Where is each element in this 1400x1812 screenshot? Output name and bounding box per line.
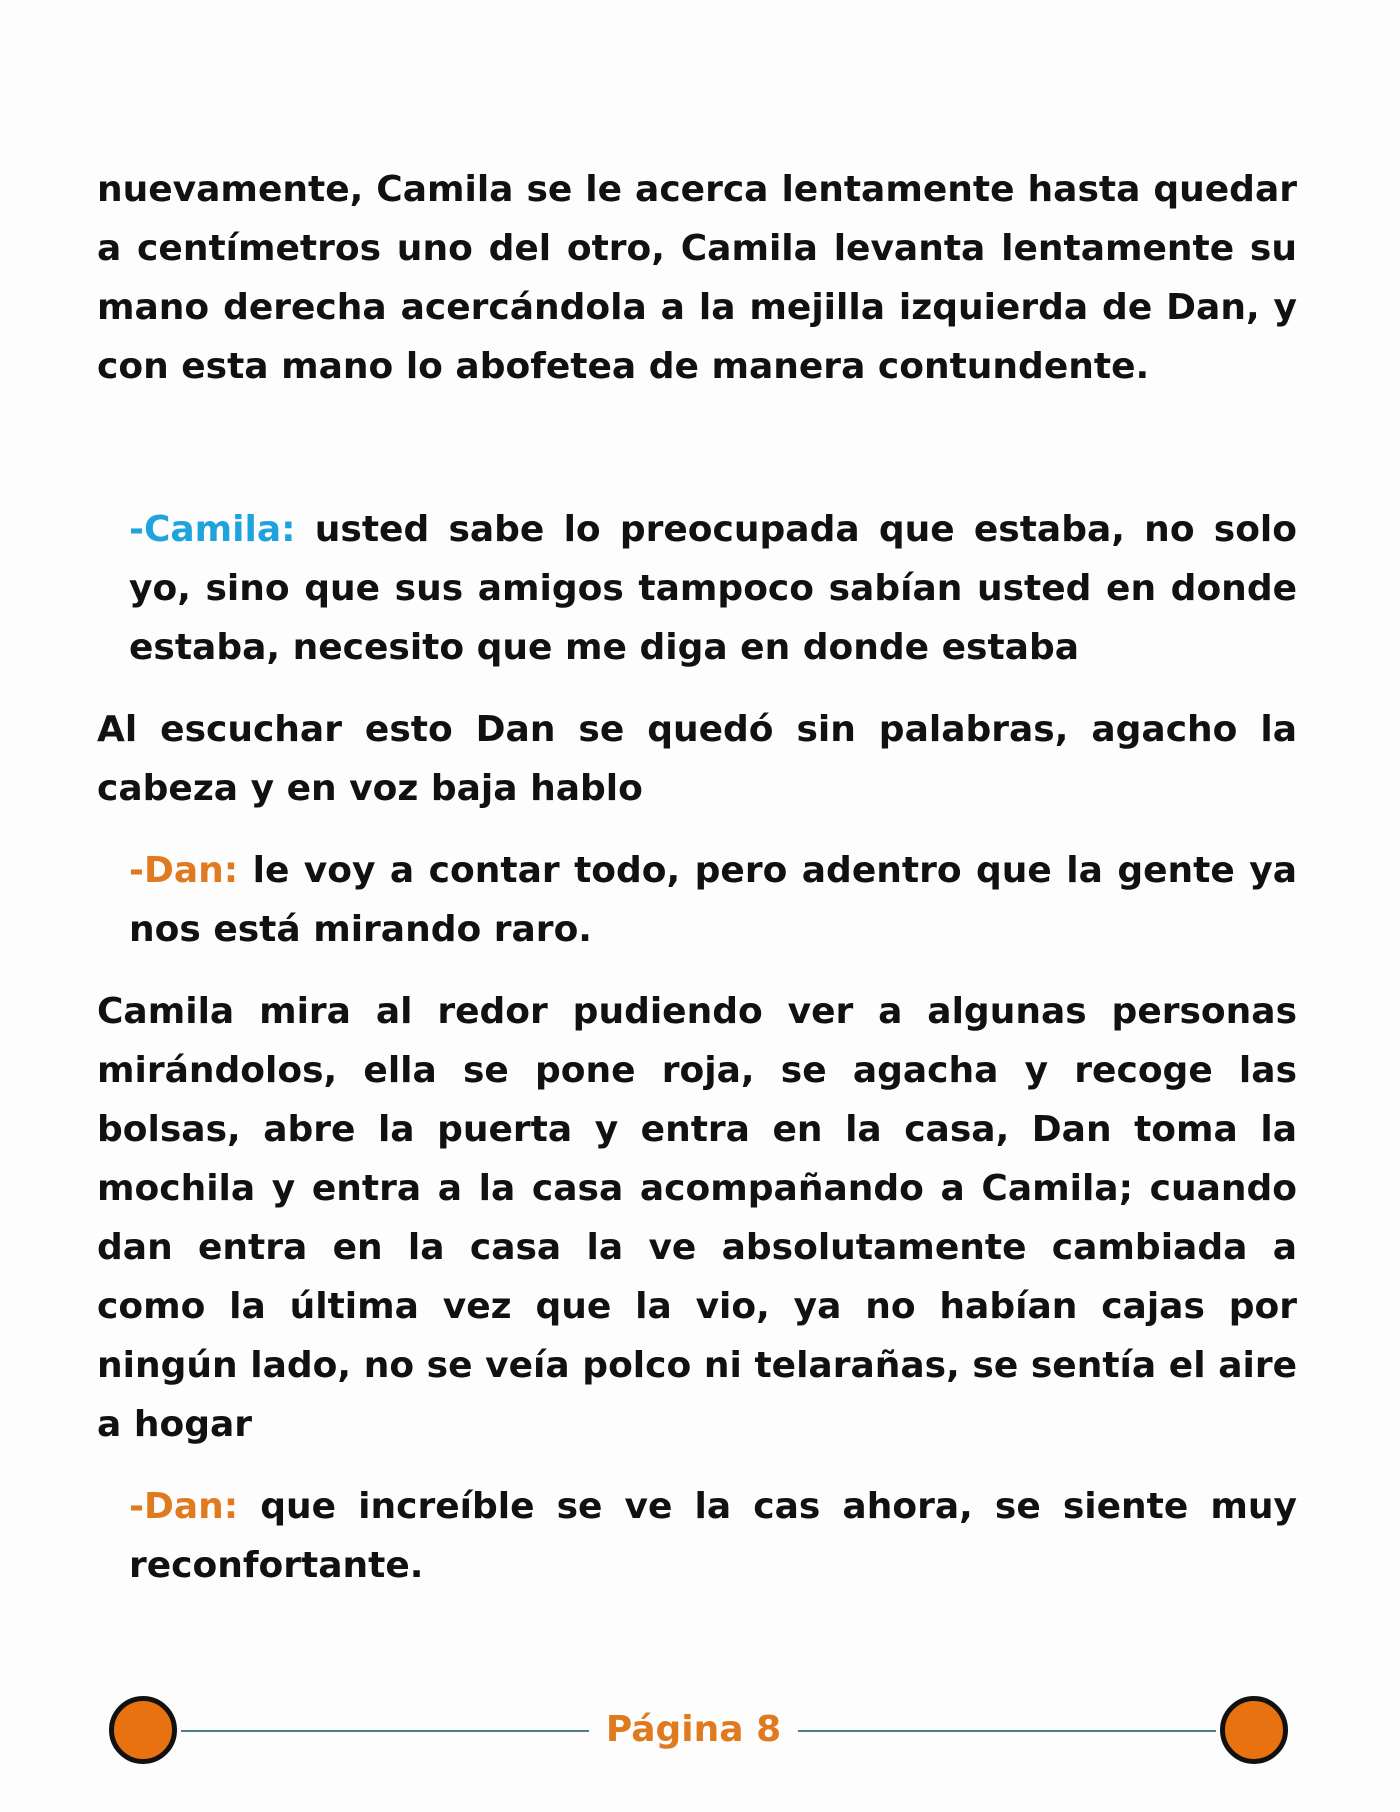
page-body (97, 160, 1297, 1595)
circle-ornament-icon (1220, 1696, 1288, 1764)
narration-paragraph: nuevamente, Camila se le acerca lentamente hasta quedar a centímetros uno del otro, Camila levanta lentamente su mano derecha acercándola a la mejilla izquierda de Dan, y con esta mano lo abofetea de manera contundente. (97, 169, 1297, 387)
dialogue-text: le voy a contar todo, pero adentro que la gente ya nos está mirando raro. (129, 850, 1297, 950)
dialogue-text: usted sabe lo preocupada que estaba, no solo yo, sino que sus amigos tampoco sabían usted en donde estaba, necesito que me diga en donde estaba (129, 509, 1297, 668)
speaker-label-camila: -Camila: (129, 509, 296, 550)
dialogue-dan (129, 1477, 1297, 1595)
footer-rule (181, 1730, 589, 1732)
circle-ornament-icon (109, 1696, 177, 1764)
narration-paragraph: Camila mira al redor pudiendo ver a algunas personas mirándolos, ella se pone roja, se agacha y recoge las bolsas, abre la puerta y entra en la casa, Dan toma la mochila y entra a la casa acompañando a Camila; cuando dan entra en la casa la ve absolutamente cambiada a como la última vez que la vio, ya no habían cajas por ningún lado, no se veía polco ni telarañas, se sentía el aire a hogar (97, 991, 1297, 1445)
footer-rule (798, 1730, 1216, 1732)
speaker-label-dan: -Dan: (129, 850, 239, 891)
narration-paragraph: Al escuchar esto Dan se quedó sin palabras, agacho la cabeza y en voz baja hablo (97, 709, 1297, 809)
dialogue-text: que increíble se ve la cas ahora, se siente muy reconfortante. (129, 1486, 1297, 1586)
speaker-label-dan: -Dan: (129, 1486, 239, 1527)
page-number: Página 8 (605, 1709, 782, 1750)
dialogue-dan (129, 841, 1297, 959)
dialogue-camila (129, 500, 1297, 677)
